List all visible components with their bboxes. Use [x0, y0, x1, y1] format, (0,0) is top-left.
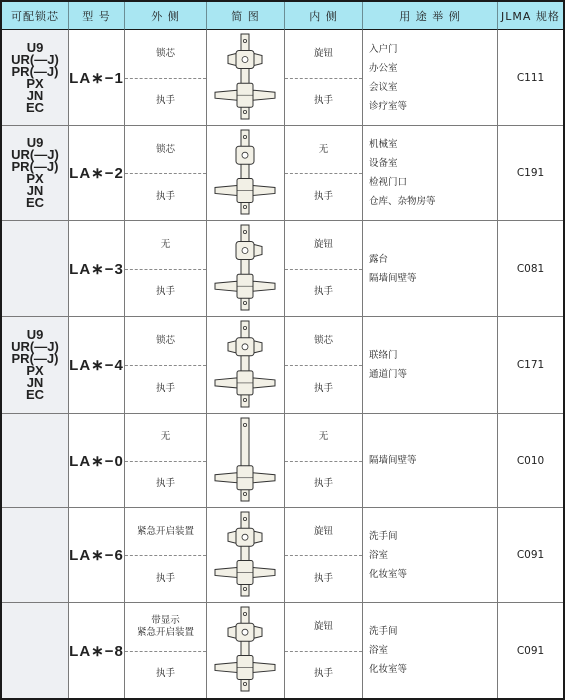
figure-cell — [207, 30, 285, 125]
inside-cell — [285, 30, 363, 125]
header-usage: 用 途 举 例 — [363, 2, 498, 30]
usage-list — [369, 603, 407, 698]
table-row — [2, 603, 563, 698]
outside-bottom: 执手 — [155, 95, 175, 107]
inside-bottom: 执手 — [313, 383, 333, 394]
outside-cell — [125, 508, 207, 602]
outside-top: 锁芯 — [125, 30, 206, 79]
figure-cell — [207, 508, 285, 602]
model-number: LA∗−4 — [69, 317, 125, 413]
cylinder-code: U9 — [26, 327, 44, 342]
jlma-code: C010 — [516, 454, 545, 467]
keyhole — [242, 344, 248, 350]
lock-diagram — [207, 126, 284, 220]
jlma-code: C171 — [516, 359, 545, 371]
header-jlma: JLMA 规格 — [498, 2, 563, 30]
keyhole — [242, 152, 248, 158]
compatible-cylinders — [2, 603, 69, 698]
cylinder-code: PR(—J) — [11, 159, 59, 174]
lever-handle-left — [215, 281, 237, 291]
jlma-code: C191 — [516, 167, 545, 179]
inside-bottom: 执手 — [313, 477, 333, 489]
table-row — [2, 221, 563, 317]
lock-diagram — [207, 508, 284, 602]
jlma-code: C081 — [516, 262, 545, 275]
turn-knob-left — [228, 54, 236, 66]
model-number: LA∗−1 — [69, 30, 125, 125]
cylinder-code: JN — [26, 87, 44, 103]
usage-list — [369, 317, 407, 413]
usage-item: 化妆室等 — [369, 568, 408, 580]
keyhole — [242, 534, 248, 540]
usage-item: 办公室 — [369, 62, 398, 74]
model-number: LA∗−8 — [69, 603, 125, 698]
usage-list — [369, 221, 417, 316]
lever-handle-left — [215, 662, 237, 672]
table-row — [2, 508, 563, 603]
cylinder-code: EC — [25, 387, 45, 402]
usage-cell — [363, 508, 498, 602]
jlma-code: C091 — [516, 644, 545, 657]
turn-knob-right — [254, 54, 262, 66]
compatible-cylinders — [2, 221, 69, 316]
header-model: 型 号 — [69, 2, 125, 30]
usage-item: 诊疗室等 — [369, 100, 408, 112]
compatible-cylinders — [2, 317, 69, 413]
inside-bottom: 执手 — [313, 190, 333, 202]
inside-cell — [285, 221, 363, 316]
lock-diagram — [207, 221, 284, 316]
usage-item: 洗手间 — [369, 626, 398, 637]
usage-item: 机械室 — [369, 139, 398, 150]
inside-cell — [285, 414, 363, 507]
usage-cell — [363, 30, 498, 125]
model-number: LA∗−0 — [69, 414, 125, 507]
lever-handle-right — [253, 90, 275, 100]
figure-cell — [207, 603, 285, 698]
usage-item: 检视门口 — [369, 177, 408, 188]
table-row — [2, 414, 563, 508]
table-row — [2, 317, 563, 414]
outside-bottom: 执手 — [155, 383, 175, 394]
outside-cell — [125, 603, 207, 698]
outside-cell — [125, 317, 207, 413]
turn-knob-right — [254, 531, 262, 543]
turn-knob-right — [254, 626, 262, 638]
inside-bottom: 执手 — [313, 286, 333, 298]
inside-top: 锁芯 — [285, 317, 362, 366]
outside-bottom: 执手 — [155, 572, 175, 584]
keyhole — [242, 629, 248, 635]
cylinder-code: PR(—J) — [11, 351, 59, 366]
lever-handle-right — [253, 378, 275, 388]
usage-item: 浴室 — [369, 549, 389, 561]
outside-bottom: 执手 — [155, 477, 175, 489]
model-number: LA∗−6 — [69, 508, 125, 602]
table-row — [2, 126, 563, 221]
header-inside: 内 侧 — [285, 2, 363, 30]
header-outside: 外 侧 — [125, 2, 207, 30]
lever-handle-left — [215, 90, 237, 100]
inside-top: 旋钮 — [285, 30, 362, 79]
usage-item: 化妆室等 — [369, 664, 408, 675]
lock-diagram — [207, 414, 284, 507]
header-compat: 可配锁芯 — [2, 2, 69, 30]
outside-bottom: 执手 — [155, 286, 175, 298]
usage-item: 隔墙间壁等 — [369, 272, 417, 284]
lever-handle-right — [253, 567, 275, 577]
lock-diagram — [207, 603, 284, 697]
figure-cell — [207, 317, 285, 413]
cylinder-code: PX — [26, 363, 44, 378]
cylinder-code: EC — [25, 99, 45, 115]
inside-bottom: 执手 — [313, 95, 333, 107]
jlma-code: C111 — [516, 71, 545, 84]
usage-item: 浴室 — [369, 645, 389, 656]
turn-knob-right — [254, 341, 262, 353]
compatible-cylinders — [2, 508, 69, 602]
turn-knob-left — [228, 626, 236, 638]
cylinder-code: U9 — [26, 39, 44, 55]
usage-item: 洗手间 — [369, 530, 398, 542]
usage-list — [369, 508, 407, 602]
lever-handle-right — [253, 662, 275, 672]
usage-item: 通道门等 — [369, 369, 408, 380]
inside-top: 无 — [285, 126, 362, 174]
outside-top: 带显示 紧急开启装置 — [125, 603, 206, 652]
outside-top: 锁芯 — [125, 317, 206, 366]
usage-list — [369, 126, 436, 220]
keyhole — [242, 57, 248, 63]
cylinder-code: UR(—J) — [11, 147, 59, 162]
inside-cell — [285, 126, 363, 220]
model-number: LA∗−3 — [69, 221, 125, 316]
cylinder-code: JN — [26, 375, 44, 390]
usage-cell — [363, 414, 498, 507]
lever-handle-left — [215, 185, 237, 195]
inside-bottom: 执手 — [313, 572, 333, 584]
usage-item: 联络门 — [369, 350, 398, 361]
usage-item: 露台 — [369, 253, 389, 265]
outside-top: 无 — [125, 221, 206, 270]
turn-knob-left — [228, 531, 236, 543]
inside-cell — [285, 603, 363, 698]
cylinder-code: EC — [25, 195, 45, 210]
cylinder-code: U9 — [26, 135, 44, 150]
outside-cell — [125, 30, 207, 125]
usage-cell — [363, 126, 498, 220]
usage-list — [369, 30, 407, 125]
inside-top: 旋钮 — [285, 603, 362, 652]
usage-item: 隔墙间壁等 — [369, 455, 417, 466]
outside-cell — [125, 221, 207, 316]
outside-cell — [125, 126, 207, 220]
lock-diagram — [207, 317, 284, 413]
model-number: LA∗−2 — [69, 126, 125, 220]
usage-cell — [363, 221, 498, 316]
inside-cell — [285, 317, 363, 413]
usage-list — [369, 414, 417, 507]
outside-top: 紧急开启装置 — [125, 508, 206, 556]
cylinder-code: PX — [26, 75, 44, 91]
inside-cell — [285, 508, 363, 602]
usage-item: 仓库、杂物房等 — [369, 196, 436, 207]
cylinder-code: UR(—J) — [11, 51, 59, 67]
lever-handle-left — [215, 567, 237, 577]
inside-top: 无 — [285, 414, 362, 462]
lock-diagram — [207, 30, 284, 125]
outside-bottom: 执手 — [155, 668, 175, 680]
turn-knob-right — [254, 245, 262, 257]
usage-item: 入户门 — [369, 43, 398, 55]
lever-handle-right — [253, 185, 275, 195]
cylinder-code: PX — [26, 171, 44, 186]
inside-top: 旋钮 — [285, 221, 362, 270]
outside-top: 锁芯 — [125, 126, 206, 174]
usage-cell — [363, 317, 498, 413]
lever-handle-right — [253, 281, 275, 291]
lever-handle-left — [215, 473, 237, 483]
usage-cell — [363, 603, 498, 698]
turn-knob-left — [228, 341, 236, 353]
header-figure: 简 图 — [207, 2, 285, 30]
compatible-cylinders — [2, 126, 69, 220]
cylinder-code: JN — [26, 183, 44, 198]
outside-cell — [125, 414, 207, 507]
outside-top: 无 — [125, 414, 206, 462]
lever-handle-right — [253, 473, 275, 483]
figure-cell — [207, 221, 285, 316]
lever-handle-left — [215, 378, 237, 388]
keyhole — [242, 248, 248, 254]
usage-item: 会议室 — [369, 81, 398, 93]
jlma-code: C091 — [516, 549, 545, 561]
compatible-cylinders — [2, 30, 69, 125]
usage-item: 设备室 — [369, 158, 398, 169]
table-row — [2, 30, 563, 126]
figure-cell — [207, 126, 285, 220]
compatible-cylinders — [2, 414, 69, 507]
figure-cell — [207, 414, 285, 507]
cylinder-code: UR(—J) — [11, 339, 59, 354]
outside-bottom: 执手 — [155, 190, 175, 202]
inside-bottom: 执手 — [313, 668, 333, 680]
cylinder-code: PR(—J) — [11, 63, 59, 79]
inside-top: 旋钮 — [285, 508, 362, 556]
